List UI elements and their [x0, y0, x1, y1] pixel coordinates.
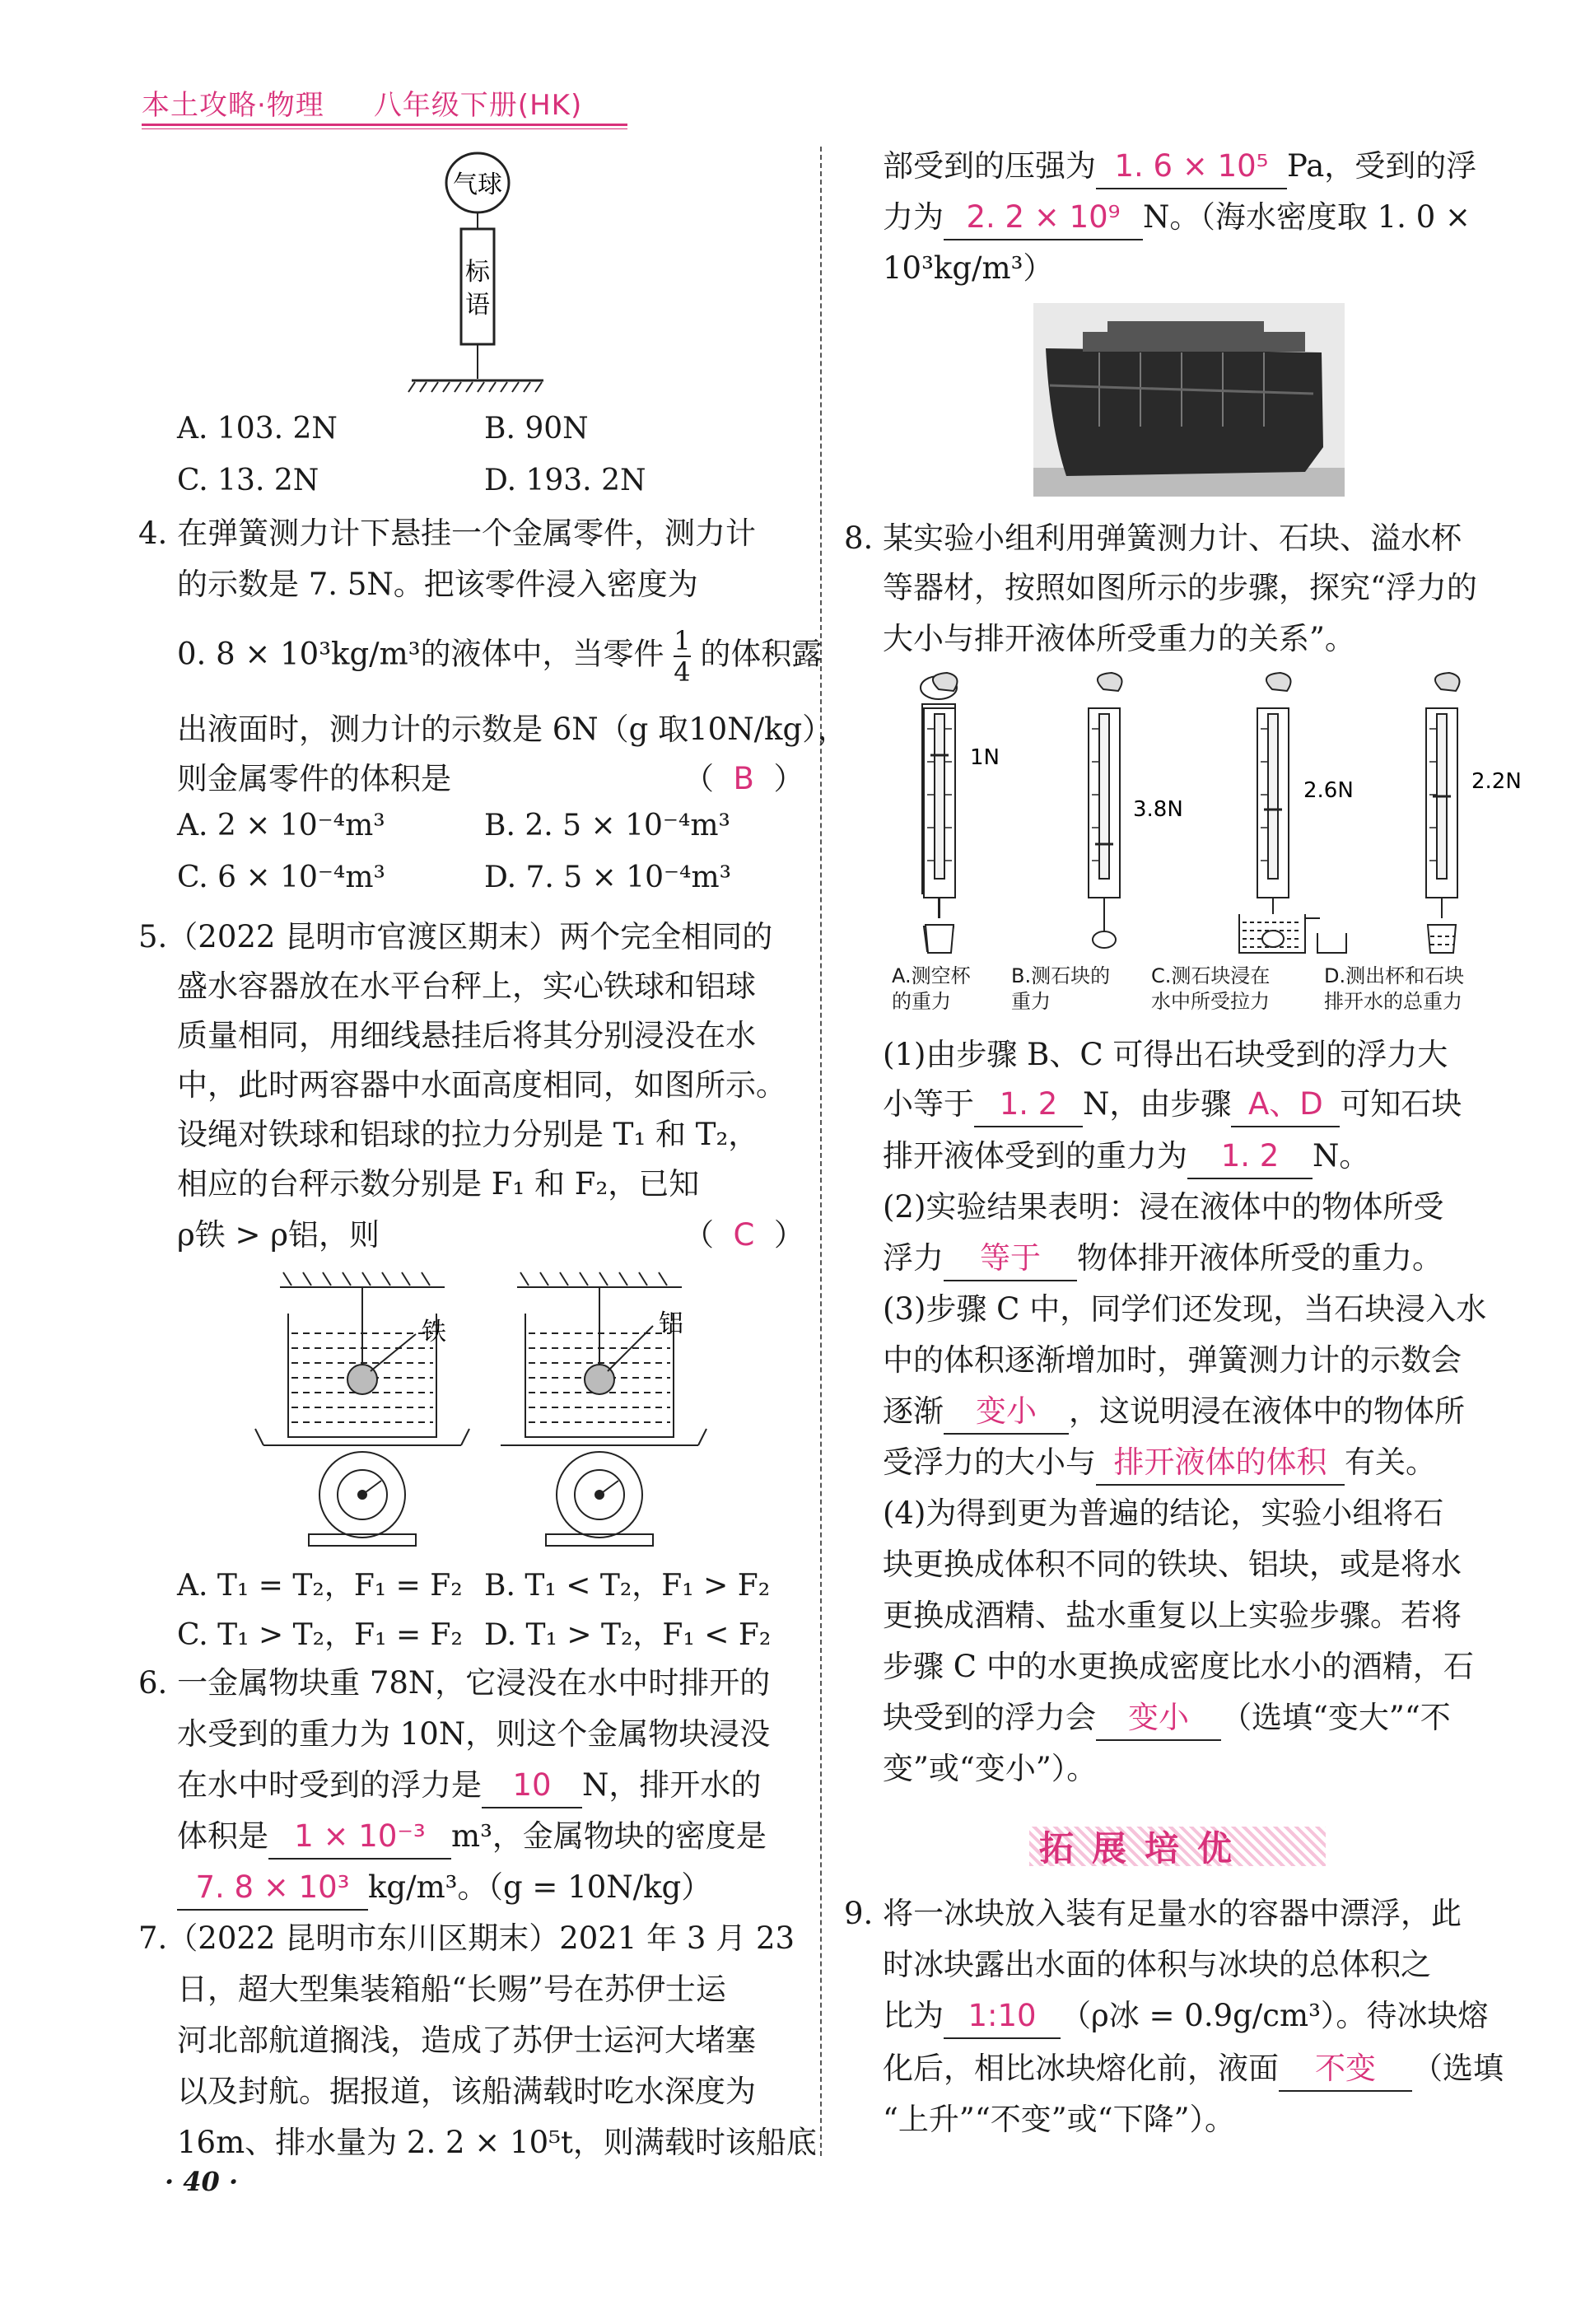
q8-s2b: 浮力	[883, 1240, 944, 1276]
q8-s2-line-1: (2)实验结果表明：浸在液体中的物体所受	[883, 1189, 1444, 1225]
q4-frac-den: 4	[674, 656, 691, 688]
q4-fraction	[674, 626, 690, 687]
q5-line-5: 设绳对铁球和铝球的拉力分别是 T₁ 和 T₂，	[177, 1117, 759, 1152]
q8-s2c: 物体排开液体所受的重力。	[1077, 1240, 1443, 1276]
balloon-banner-figure	[403, 148, 552, 399]
reading-d: 2.2N	[1471, 769, 1522, 794]
balloon-label: 气球	[453, 170, 502, 199]
book-header	[142, 82, 582, 123]
q8-s3-line-2: 中的体积逐渐增加时，弹簧测力计的示数会	[883, 1342, 1462, 1378]
q8-s4-line-1: (4)为得到更为普遍的结论，实验小组将石	[883, 1496, 1444, 1531]
q9-line-2: 时冰块露出水面的体积与冰块的总体积之	[883, 1947, 1431, 1982]
q8-line-3: 大小与排开液体所受重力的关系”。	[883, 621, 1355, 656]
q4-answer-bracket: （ B ）	[683, 761, 804, 796]
q3-choice-b: B. 90N	[484, 412, 589, 446]
q9-line-5: “上升”“不变”或“下降”）。	[883, 2102, 1235, 2137]
reading-a: 1N	[970, 745, 1000, 770]
q7-r1b: Pa，受到的浮	[1287, 148, 1477, 184]
section-title: 拓展培优	[1039, 1828, 1251, 1869]
q8-answer-5: 变小	[944, 1390, 1069, 1435]
q8-s1-line-3	[883, 1135, 1369, 1179]
q9-l4b: （选填	[1412, 2051, 1504, 2086]
q4-line-5: 则金属零件的体积是	[177, 761, 451, 796]
q8-line-2: 等器材，按照如图所示的步骤，探究“浮力的	[883, 570, 1477, 605]
caption-b-2: 重力	[1011, 990, 1051, 1013]
label-aluminum: 铝	[659, 1309, 683, 1338]
q8-s4e: 块受到的浮力会	[883, 1700, 1096, 1735]
grade-label: 八年级下册(HK)	[373, 89, 583, 122]
q8-s4-line-2: 块更换成体积不同的铁块、铝块，或是将水	[883, 1547, 1462, 1582]
caption-a	[892, 964, 971, 1015]
q7-line-4: 以及封航。据报道，该船满载时吃水深度为	[177, 2074, 756, 2109]
q7-line-2: 日，超大型集装箱船“长赐”号在苏伊士运	[177, 1972, 726, 2007]
page-number: · 40 ·	[165, 2166, 239, 2197]
q8-answer-7: 变小	[1096, 1696, 1221, 1741]
q5-choice-a: A. T₁ = T₂，F₁ = F₂	[177, 1569, 463, 1603]
q9-answer-1: 1:10	[944, 1995, 1061, 2039]
container-ship-photo	[1033, 303, 1345, 497]
q9-l4a: 化后，相比冰块熔化前，液面	[883, 2051, 1279, 2086]
q5-answer-bracket: （ C ）	[683, 1217, 804, 1253]
q7-answer-2: 2. 2 × 10⁹	[944, 196, 1143, 240]
caption-d	[1324, 964, 1464, 1015]
q8-s4-line-6: 变”或“变小”）。	[883, 1751, 1098, 1786]
q8-s1-line-2	[883, 1083, 1462, 1127]
q4-choice-d: D. 7. 5 × 10⁻⁴m³	[484, 861, 732, 894]
q7-r2a: 力为	[883, 199, 944, 235]
caption-c	[1151, 964, 1270, 1015]
q6-line-2: 水受到的重力为 10N，则这个金属物块浸没	[177, 1716, 771, 1752]
q4-choice-b: B. 2. 5 × 10⁻⁴m³	[484, 809, 730, 842]
q8-s4-line-3: 更换成酒精、盐水重复以上实验步骤。若将	[883, 1598, 1462, 1633]
q8-s3e: 受浮力的大小与	[883, 1444, 1096, 1480]
spring-scales	[889, 671, 1522, 955]
q5-line-3: 质量相同，用细线悬挂后将其分别浸没在水	[177, 1018, 756, 1053]
banner-char-1: 标	[465, 258, 490, 287]
q6-line-4a: 体积是	[177, 1818, 268, 1854]
q6-answer-2: 1 × 10⁻³	[268, 1815, 451, 1860]
q8-line-1: 8. 某实验小组利用弹簧测力计、石块、溢水杯	[844, 520, 1462, 556]
q7-line-5: 16m、排水量为 2. 2 × 10⁵t，则满载时该船底	[177, 2125, 817, 2160]
q5-line-2: 盛水容器放在水平台秤上，实心铁球和铝球	[177, 968, 756, 1004]
reading-c: 2.6N	[1303, 778, 1354, 803]
banner-char-2: 语	[465, 291, 490, 320]
q9-line-4	[883, 2047, 1504, 2092]
q4-line-3b: 的体积露	[700, 636, 823, 672]
q5-choice-b: B. T₁ < T₂，F₁ > F₂	[484, 1569, 771, 1603]
q8-s1f: N。	[1313, 1138, 1370, 1174]
q6-line-1: 6. 一金属物块重 78N，它浸没在水中时排开的	[138, 1665, 771, 1701]
header-rule-thin	[142, 128, 627, 129]
q3-choice-a: A. 103. 2N	[177, 412, 338, 446]
q4-line-1: 4. 在弹簧测力计下悬挂一个金属零件，测力计	[138, 516, 757, 551]
q4-answer: B	[733, 761, 754, 796]
q6-line-5b: kg/m³。（g = 10N/kg）	[368, 1869, 712, 1905]
q7-right-line-3: 10³kg/m³）	[883, 250, 1054, 286]
caption-a-1: A.测空杯	[892, 964, 971, 987]
q5-containers-figure	[263, 1272, 725, 1548]
q4-line-3	[177, 626, 822, 687]
q9-line-1: 9. 将一冰块放入装有足量水的容器中漂浮，此	[844, 1896, 1462, 1931]
q8-s3d: ，这说明浸在液体中的物体所	[1069, 1393, 1465, 1429]
caption-b	[1011, 964, 1110, 1015]
column-divider	[820, 147, 822, 2156]
reading-b: 3.8N	[1133, 797, 1183, 822]
q8-s1d: 可知石块	[1340, 1086, 1462, 1122]
q9-l3b: （ρ冰 = 0.9g/cm³）。待冰块熔	[1061, 1998, 1489, 2033]
q8-s3-line-3	[883, 1390, 1465, 1435]
caption-c-2: 水中所受拉力	[1151, 990, 1270, 1013]
q9-answer-2: 不变	[1279, 2047, 1412, 2092]
q5-answer: C	[733, 1217, 755, 1253]
q8-answer-2: A、D	[1231, 1083, 1340, 1127]
q8-answer-1: 1. 2	[974, 1083, 1083, 1127]
label-iron: 铁	[422, 1318, 446, 1346]
q6-answer-3: 7. 8 × 10³	[177, 1866, 368, 1911]
q8-s3-line-4	[883, 1441, 1436, 1486]
q4-choice-a: A. 2 × 10⁻⁴m³	[177, 809, 385, 842]
q6-line-3	[177, 1764, 761, 1808]
caption-b-1: B.测石块的	[1011, 964, 1111, 987]
q8-s1-line-1: (1)由步骤 B、C 可得出石块受到的浮力大	[883, 1037, 1448, 1072]
q6-line-3a: 在水中时受到的浮力是	[177, 1767, 482, 1803]
q8-s3c: 逐渐	[883, 1393, 944, 1429]
caption-c-1: C.测石块浸在	[1151, 964, 1271, 987]
header-rule	[142, 124, 627, 126]
book-title: 本土攻略·物理	[142, 89, 324, 122]
q8-s1e: 排开液体受到的重力为	[883, 1138, 1187, 1174]
q4-choice-c: C. 6 × 10⁻⁴m³	[177, 861, 385, 894]
q6-answer-1: 10	[482, 1764, 582, 1808]
q6-line-3b: N，排开水的	[582, 1767, 762, 1803]
q5-choice-c: C. T₁ > T₂，F₁ = F₂	[177, 1618, 463, 1652]
caption-a-2: 的重力	[892, 990, 951, 1013]
q7-line-3: 河北部航道搁浅，造成了苏伊士运河大堵塞	[177, 2023, 756, 2058]
q8-answer-3: 1. 2	[1187, 1135, 1313, 1179]
q3-choice-c: C. 13. 2N	[177, 464, 319, 497]
q9-line-3	[883, 1995, 1488, 2039]
q9-l3a: 比为	[883, 1998, 944, 2033]
q4-line-4: 出液面时，测力计的示数是 6N（g 取10N/kg），	[177, 712, 848, 747]
q7-line-1: 7.（2022 昆明市东川区期末）2021 年 3 月 23	[138, 1920, 795, 1956]
q5-line-7: ρ铁 > ρ铝，则	[177, 1217, 380, 1253]
q7-right-line-1	[883, 145, 1476, 189]
q7-r1a: 部受到的压强为	[883, 148, 1096, 184]
q7-r2b: N。（海水密度取 1. 0 ×	[1143, 199, 1471, 235]
q3-choice-d: D. 193. 2N	[484, 464, 646, 497]
q5-line-4: 中，此时两容器中水面高度相同，如图所示。	[177, 1067, 786, 1103]
q6-line-4b: m³，金属物块的密度是	[451, 1818, 767, 1854]
q8-s2-line-2	[883, 1237, 1443, 1281]
q4-line-3a: 0. 8 × 10³kg/m³的液体中，当零件	[177, 636, 664, 672]
q8-s4f: （选填“变大”“不	[1221, 1700, 1451, 1735]
q6-line-5	[177, 1866, 711, 1911]
q8-answer-4: 等于	[944, 1237, 1077, 1281]
q8-s3-line-1: (3)步骤 C 中，同学们还发现，当石块浸入水	[883, 1291, 1487, 1327]
q8-answer-6: 排开液体的体积	[1096, 1441, 1345, 1486]
q8-s1c: N，由步骤	[1083, 1086, 1232, 1122]
q8-s3f: 有关。	[1345, 1444, 1436, 1480]
q5-choice-d: D. T₁ > T₂，F₁ < F₂	[484, 1618, 772, 1652]
q5-line-1: 5.（2022 昆明市官渡区期末）两个完全相同的	[138, 919, 773, 954]
caption-d-2: 排开水的总重力	[1324, 990, 1462, 1013]
q7-answer-1: 1. 6 × 10⁵	[1096, 145, 1287, 189]
q4-line-2: 的示数是 7. 5N。把该零件浸入密度为	[177, 567, 698, 602]
q8-s1b: 小等于	[883, 1086, 974, 1122]
q7-right-line-2	[883, 196, 1471, 240]
caption-d-1: D.测出杯和石块	[1324, 964, 1465, 987]
q4-frac-num: 1	[674, 625, 691, 656]
q8-s4-line-4: 步骤 C 中的水更换成密度比水小的酒精，石	[883, 1649, 1474, 1684]
q8-s4-line-5	[883, 1696, 1451, 1741]
q6-line-4	[177, 1815, 767, 1860]
q5-line-6: 相应的台秤示数分别是 F₁ 和 F₂，已知	[177, 1166, 700, 1202]
